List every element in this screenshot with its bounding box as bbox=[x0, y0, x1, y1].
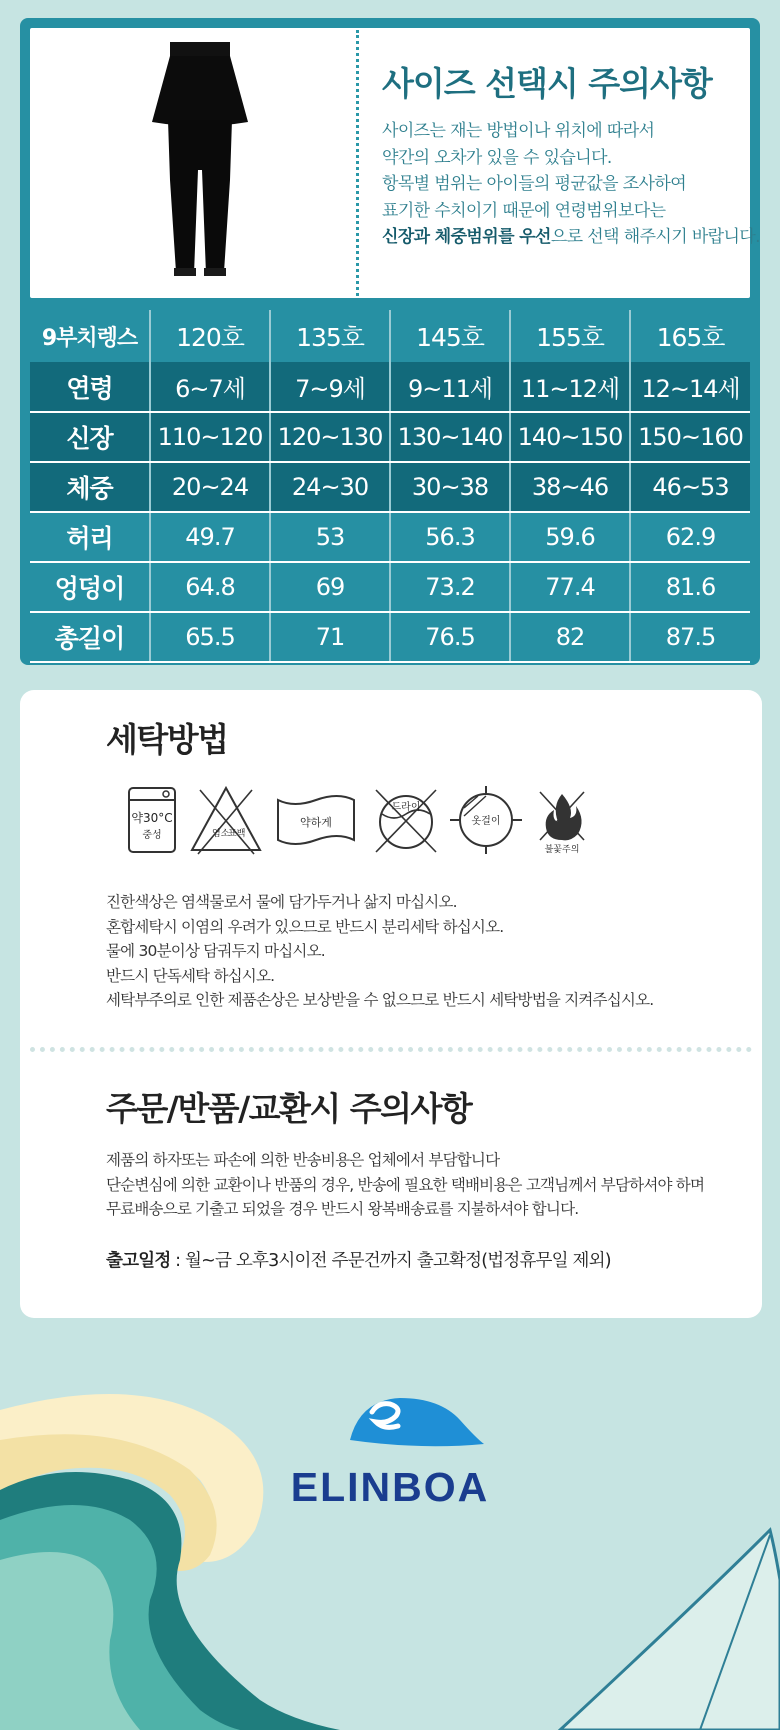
table-cell: 130~140 bbox=[390, 412, 510, 462]
care-label: 약하게 bbox=[300, 816, 332, 829]
table-cell: 81.6 bbox=[630, 562, 750, 612]
care-line: 진한색상은 염색물로서 물에 담가두거나 삶지 마십시오. bbox=[106, 893, 457, 911]
notice-title: 사이즈 선택시 주의사항 bbox=[382, 64, 712, 103]
table-cell: 73.2 bbox=[390, 562, 510, 612]
table-cell: 82 bbox=[510, 612, 630, 662]
table-cell: 20~24 bbox=[150, 462, 270, 512]
table-cell: 38~46 bbox=[510, 462, 630, 512]
notice-text bbox=[382, 118, 760, 251]
table-cell: 9~11세 bbox=[390, 362, 510, 412]
table-row-weight bbox=[30, 462, 750, 512]
table-cell: 65.5 bbox=[150, 612, 270, 662]
table-row-waist bbox=[30, 512, 750, 562]
brand-logo: ELINBOA bbox=[290, 1464, 490, 1510]
table-cell: 7~9세 bbox=[270, 362, 390, 412]
notice-line: 사이즈는 재는 방법이나 위치에 따라서 bbox=[382, 121, 655, 141]
size-header: 120호 bbox=[150, 310, 270, 362]
table-row-height bbox=[30, 412, 750, 462]
table-cell: 140~150 bbox=[510, 412, 630, 462]
wave-background-art bbox=[0, 1320, 780, 1730]
order-title: 주문/반품/교환시 주의사항 bbox=[106, 1089, 472, 1128]
row-label: 신장 bbox=[30, 412, 150, 462]
care-icons bbox=[106, 784, 606, 864]
shipping-schedule bbox=[106, 1247, 611, 1272]
table-cell: 6~7세 bbox=[150, 362, 270, 412]
care-line: 물에 30분이상 담궈두지 마십시오. bbox=[106, 942, 325, 960]
skirt-leggings-image bbox=[140, 40, 260, 290]
table-cell: 46~53 bbox=[630, 462, 750, 512]
water-wash-icon bbox=[126, 784, 178, 856]
table-cell: 150~160 bbox=[630, 412, 750, 462]
table-cell: 110~120 bbox=[150, 412, 270, 462]
table-cell: 64.8 bbox=[150, 562, 270, 612]
care-label: 불꽃주의 bbox=[544, 845, 580, 855]
care-label: 염소 bbox=[212, 829, 230, 839]
table-cell: 12~14세 bbox=[630, 362, 750, 412]
row-label: 허리 bbox=[30, 512, 150, 562]
care-label: 드라이 bbox=[391, 802, 421, 813]
table-row-age bbox=[30, 362, 750, 412]
table-cell: 11~12세 bbox=[510, 362, 630, 412]
care-label: 표백 bbox=[228, 829, 246, 839]
row-label: 총길이 bbox=[30, 612, 150, 662]
size-table bbox=[30, 310, 750, 663]
table-cell: 120~130 bbox=[270, 412, 390, 462]
table-cell: 53 bbox=[270, 512, 390, 562]
order-line: 무료배송으로 기출고 되었을 경우 반드시 왕복배송료를 지불하셔야 합니다. bbox=[106, 1200, 579, 1218]
care-order-panel bbox=[20, 690, 762, 1318]
table-cell: 77.4 bbox=[510, 562, 630, 612]
notice-line-rest: 으로 선택 해주시기 바랍니다. bbox=[550, 227, 760, 247]
care-line: 세탁부주의로 인한 제품손상은 보상받을 수 없으므로 반드시 세탁방법을 지켜주십시오. bbox=[106, 991, 654, 1009]
care-title: 세탁방법 bbox=[106, 720, 228, 759]
notice-line: 항목별 범위는 아이들의 평균값을 조사하여 bbox=[382, 174, 687, 194]
care-instructions bbox=[106, 890, 653, 1013]
notice-emphasis: 신장과 체중범위를 우선 bbox=[382, 227, 551, 247]
table-cell: 56.3 bbox=[390, 512, 510, 562]
no-dry-clean-icon bbox=[370, 784, 442, 856]
notice-divider bbox=[356, 30, 359, 296]
size-header: 155호 bbox=[510, 310, 630, 362]
table-cell: 59.6 bbox=[510, 512, 630, 562]
care-label: 옷걸이 bbox=[471, 816, 501, 827]
row-label: 체중 bbox=[30, 462, 150, 512]
row-label: 엉덩이 bbox=[30, 562, 150, 612]
size-header: 135호 bbox=[270, 310, 390, 362]
table-row-hip bbox=[30, 562, 750, 612]
row-label: 연령 bbox=[30, 362, 150, 412]
table-cell: 62.9 bbox=[630, 512, 750, 562]
order-notice bbox=[106, 1148, 704, 1222]
table-cell: 24~30 bbox=[270, 462, 390, 512]
notice-line: 표기한 수치이기 때문에 연령범위보다는 bbox=[382, 200, 666, 221]
care-label: 중성 bbox=[142, 830, 162, 841]
table-cell: 76.5 bbox=[390, 612, 510, 662]
table-cell: 69 bbox=[270, 562, 390, 612]
size-guide-panel bbox=[20, 18, 760, 665]
order-line: 제품의 하자또는 파손에 의한 반송비용은 업체에서 부담합니다 bbox=[106, 1151, 500, 1169]
hand-wash-icon bbox=[274, 784, 358, 856]
size-header: 145호 bbox=[390, 310, 510, 362]
product-name: 9부치렝스 bbox=[30, 310, 150, 362]
size-notice-box bbox=[30, 28, 760, 298]
shipping-text: : 월~금 오후3시이전 주문건까지 출고확정(법정휴무일 제외) bbox=[170, 1251, 611, 1271]
care-line: 혼합세탁시 이염의 우려가 있으므로 반드시 분리세탁 하십시오. bbox=[106, 917, 504, 936]
table-row-length bbox=[30, 612, 750, 662]
table-cell: 71 bbox=[270, 612, 390, 662]
notice-line: 약간의 오차가 있을 수 있습니다. bbox=[382, 147, 612, 168]
no-bleach-icon bbox=[188, 784, 264, 856]
table-cell: 87.5 bbox=[630, 612, 750, 662]
care-label: 약30°C bbox=[131, 811, 173, 825]
section-divider bbox=[30, 1047, 752, 1052]
care-line: 반드시 단독세탁 하십시오. bbox=[106, 966, 275, 985]
order-line: 단순변심에 의한 교환이나 반품의 경우, 반송에 필요한 택배비용은 고객님께서 부담하셔야 하며 bbox=[106, 1175, 705, 1194]
shipping-label: 출고일정 bbox=[106, 1251, 171, 1271]
size-header-row bbox=[30, 310, 750, 362]
size-header: 165호 bbox=[656, 323, 725, 352]
iron-cloth-icon bbox=[448, 784, 524, 856]
no-fire-icon bbox=[534, 784, 590, 856]
table-cell: 49.7 bbox=[150, 512, 270, 562]
notice-line bbox=[382, 224, 760, 251]
table-cell: 30~38 bbox=[390, 462, 510, 512]
